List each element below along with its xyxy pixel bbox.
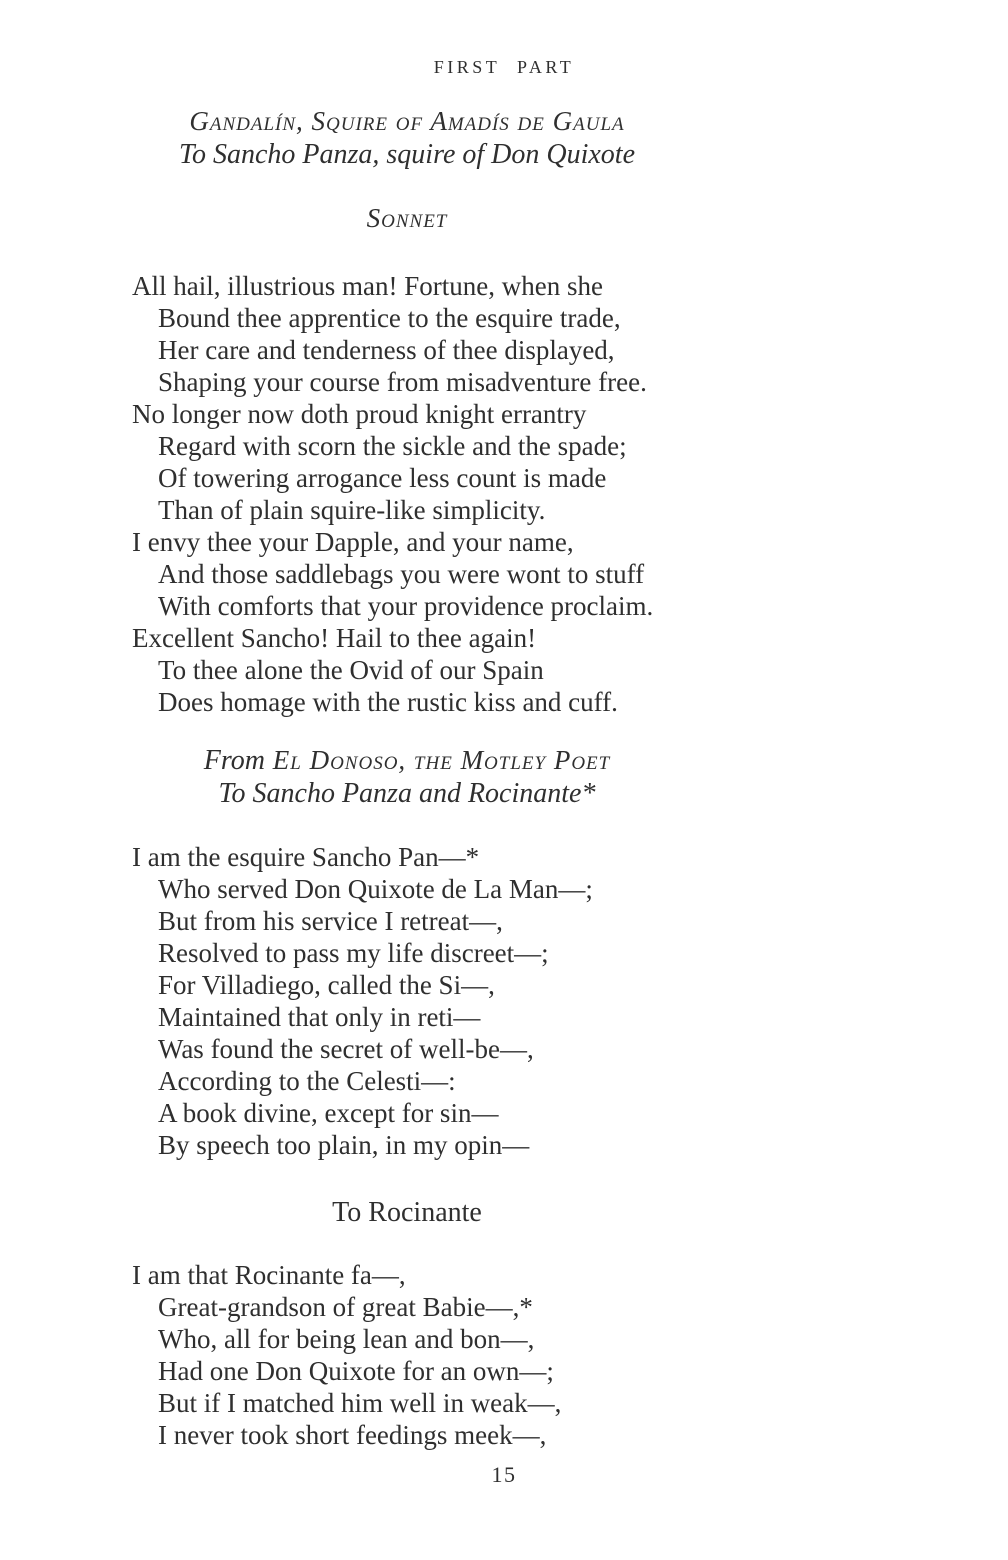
poem-line: Resolved to pass my life discreet—; <box>158 938 549 968</box>
poem-line: Excellent Sancho! Hail to thee again! <box>132 623 537 653</box>
poem-line: And those saddlebags you were wont to stuff <box>158 559 645 589</box>
poem1-subheading-sonnet: Sonnet <box>366 203 448 233</box>
poem-line: For Villadiego, called the Si—, <box>158 970 495 1000</box>
poem2-dedication-heading: To Sancho Panza and Rocinante* <box>218 778 596 809</box>
poem-line: Who served Don Quixote de La Man—; <box>158 874 593 904</box>
poem2-attribution-heading <box>132 743 682 778</box>
poem-line: But from his service I retreat—, <box>158 906 503 936</box>
poem-line: Shaping your course from misadventure free. <box>158 367 647 397</box>
running-head: FIRST PART <box>433 57 575 77</box>
poem-line: With comforts that your providence proclaim. <box>158 591 654 621</box>
poem-line: All hail, illustrious man! Fortune, when she <box>132 271 603 301</box>
poem-line: Her care and tenderness of thee displayed, <box>158 335 615 365</box>
poem-line: Regard with scorn the sickle and the spade; <box>158 431 627 461</box>
poem-line: Of towering arrogance less count is made <box>158 463 607 493</box>
poem-line: I envy thee your Dapple, and your name, <box>132 527 574 557</box>
poem-line: A book divine, except for sin— <box>158 1098 499 1128</box>
poem-line: To thee alone the Ovid of our Spain <box>158 655 544 685</box>
poem-line: Great-grandson of great Babie—,* <box>158 1292 533 1322</box>
poem-line: Than of plain squire-like simplicity. <box>158 495 546 525</box>
poem-line: Who, all for being lean and bon—, <box>158 1324 535 1354</box>
poem1-stanza <box>132 270 682 718</box>
poem-line: No longer now doth proud knight errantry <box>132 399 587 429</box>
poem2-heading-attribution: El Donoso, the Motley Poet <box>272 745 611 775</box>
poem-line: But if I matched him well in weak—, <box>158 1388 562 1418</box>
poem2-heading-from-word: From <box>203 745 265 776</box>
poem1-attribution-heading: Gandalín, Squire of Amadís de Gaula <box>189 106 625 136</box>
poem3-heading: To Rocinante <box>332 1197 482 1228</box>
poem-line: Was found the secret of well-be—, <box>158 1034 534 1064</box>
poem3-stanza <box>132 1259 682 1451</box>
poem-line: Had one Don Quixote for an own—; <box>158 1356 554 1386</box>
poem-line: Maintained that only in reti— <box>158 1002 481 1032</box>
poem2-stanza <box>132 841 682 1161</box>
poem1-dedication-heading: To Sancho Panza, squire of Don Quixote <box>178 139 636 170</box>
poem-line: I am that Rocinante fa—, <box>132 1260 406 1290</box>
poem-line: I am the esquire Sancho Pan—* <box>132 842 480 872</box>
poem-line: Bound thee apprentice to the esquire trade, <box>158 303 621 333</box>
page-number: 15 <box>491 1462 517 1487</box>
poem-line: Does homage with the rustic kiss and cuff. <box>158 687 618 717</box>
poem-line: By speech too plain, in my opin— <box>158 1130 530 1160</box>
poem-line: According to the Celesti—: <box>158 1066 456 1096</box>
poem-line: I never took short feedings meek—, <box>158 1420 547 1450</box>
